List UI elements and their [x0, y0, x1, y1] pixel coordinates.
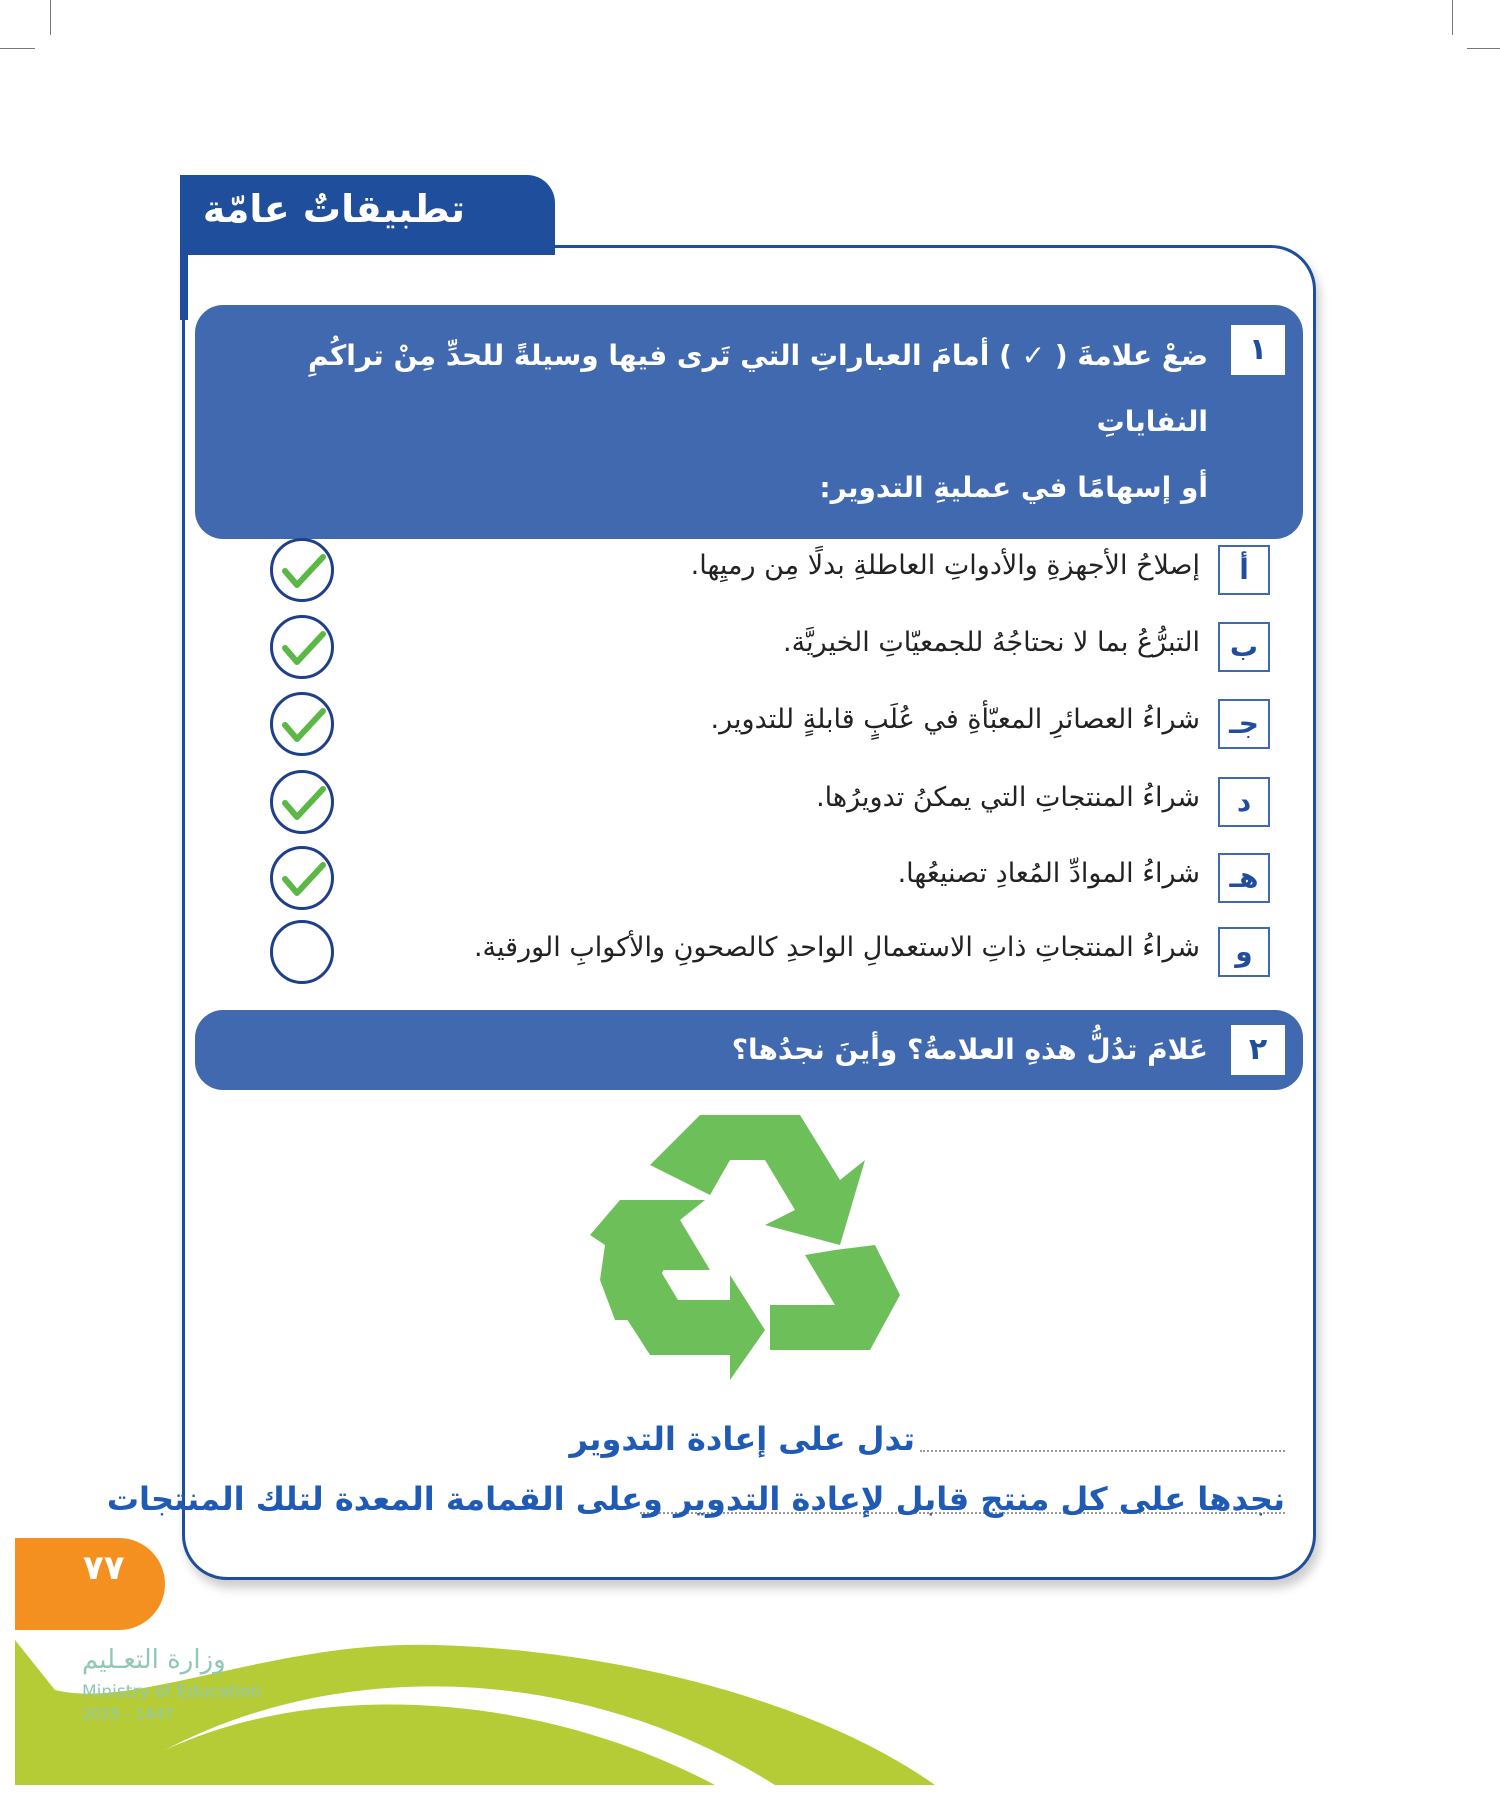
item-letter: ب [1218, 622, 1270, 672]
check-circle[interactable] [270, 770, 334, 834]
answer-line [920, 1450, 1285, 1452]
item-text: شراءُ العصائرِ المعبّأةِ في عُلَبٍ قابلةٍ للتدوير. [710, 704, 1200, 735]
crop-mark [1467, 48, 1500, 49]
item-letter: و [1218, 927, 1270, 977]
list-item [240, 540, 1270, 600]
question-2-header [195, 1010, 1303, 1090]
list-item [240, 617, 1270, 677]
check-icon [279, 624, 327, 672]
question-1-header [195, 305, 1303, 539]
crop-mark [0, 48, 35, 49]
list-item [240, 694, 1270, 754]
question-number: ٢ [1231, 1025, 1285, 1075]
check-icon [279, 855, 327, 903]
answer-2: نجدها على كل منتج قابل لإعادة التدوير وعلى القمامة المعدة لتلك المنتجات [106, 1480, 1285, 1518]
item-text: شراءُ الموادِّ المُعادِ تصنيعُها. [897, 858, 1200, 889]
recycle-icon [590, 1105, 910, 1385]
page-number: ٧٧ [15, 1538, 165, 1630]
item-text: التبرُّعُ بما لا نحتاجُهُ للجمعيّاتِ الخيريَّة. [783, 627, 1200, 658]
check-circle[interactable] [270, 538, 334, 602]
crop-mark [50, 0, 51, 35]
ministry-name-ar: وزارة التعـليم [82, 1645, 226, 1675]
section-title: تطبيقاتٌ عامّة [202, 187, 465, 231]
item-letter: جـ [1218, 699, 1270, 749]
question-text: عَلامَ تدُلُّ هذهِ العلامةُ؟ وأينَ نجدُها؟ [731, 1033, 1208, 1066]
section-tab [180, 175, 555, 255]
ministry-year: 2025 - 1447 [82, 1705, 174, 1723]
check-circle[interactable] [270, 692, 334, 756]
question-text-line1: ضعْ علامةَ ( ✓ ) أمامَ العباراتِ التي تَرى فيها وسيلةً للحدِّ مِنْ تراكُمِ النفاياتِ [308, 339, 1208, 438]
item-letter: د [1218, 777, 1270, 827]
list-item [240, 848, 1270, 908]
item-text: شراءُ المنتجاتِ ذاتِ الاستعمالِ الواحدِ كالصحونِ والأكوابِ الورقية. [473, 932, 1200, 963]
check-circle[interactable] [270, 846, 334, 910]
check-icon [279, 547, 327, 595]
item-letter: هـ [1218, 853, 1270, 903]
item-text: شراءُ المنتجاتِ التي يمكنُ تدويرُها. [816, 782, 1200, 813]
check-icon [279, 779, 327, 827]
ministry-name-en: Ministry of Education [82, 1682, 262, 1702]
check-circle[interactable] [270, 920, 334, 984]
check-icon [279, 701, 327, 749]
item-letter: أ [1218, 545, 1270, 595]
item-text: إصلاحُ الأجهزةِ والأدواتِ العاطلةِ بدلًا مِن رميِها. [690, 550, 1200, 581]
crop-mark [1452, 0, 1453, 35]
list-item [240, 772, 1270, 832]
question-text-line2: أو إسهامًا في عمليةِ التدوير: [819, 471, 1208, 504]
question-number: ١ [1231, 325, 1285, 375]
answer-1: تدل على إعادة التدوير [569, 1420, 915, 1458]
check-circle[interactable] [270, 615, 334, 679]
list-item [240, 922, 1270, 982]
